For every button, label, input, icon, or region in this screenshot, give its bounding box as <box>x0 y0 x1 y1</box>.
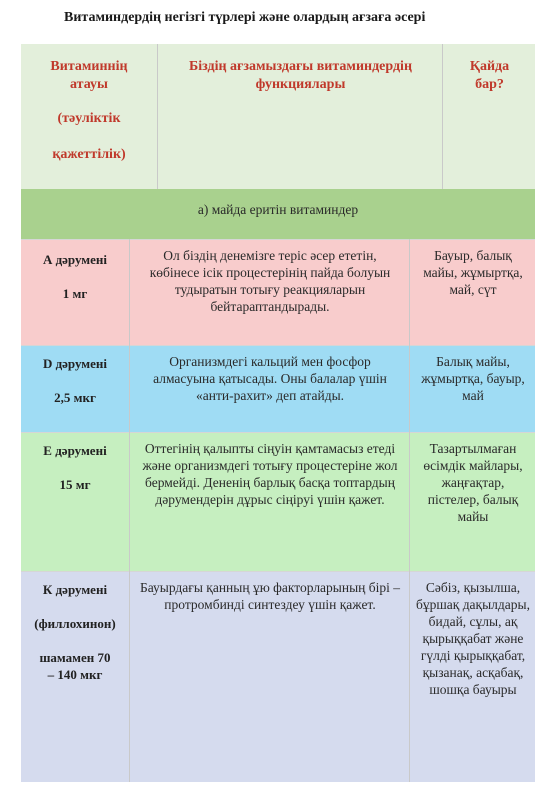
vitamin-name-cell <box>21 571 129 782</box>
table-header-row <box>21 44 535 189</box>
vitamin-source: Балық майы, жұмыртқа, бауыр, май <box>421 354 525 403</box>
vitamin-source: Бауыр, балық майы, жұмыртқа, май, сүт <box>423 248 523 297</box>
vitamin-function: Оттегінің қалыпты сіңуін қамтамасыз етеді және организмдегі тотығу процестеріне жол бермейді. Дененің барлық басқа топтардың дәрумендерін дұрыс сіңіруі үшін қажет. <box>142 441 398 507</box>
vitamin-function-cell <box>129 239 409 345</box>
section-row <box>21 189 535 239</box>
vitamin-function: Бауырдағы қанның ұю факторларының бірі – протромбинді синтездеу үшін қажет. <box>139 580 401 612</box>
header-cell-function <box>157 44 442 189</box>
vitamin-name: К дәрумені <box>42 582 108 597</box>
table-row-vitamin-k <box>21 571 535 782</box>
header-name-line4: қажеттілік) <box>52 147 126 162</box>
header-cell-source <box>442 44 535 189</box>
vitamin-name-cell <box>21 345 129 432</box>
header-function-line2: функциялары <box>255 77 346 92</box>
vitamin-source: Сәбіз, қызылша, бұршақ дақылдары, бидай, сұлы, ақ қырыққабат және гүлді қырыққабат, қызанақ, асқабақ, шошқа бауыры <box>416 580 530 697</box>
table-row-vitamin-e <box>21 432 535 571</box>
header-name-line3: (тәуліктік <box>57 111 121 126</box>
vitamin-function-cell <box>129 571 409 782</box>
vitamin-dose: 15 мг <box>59 477 91 492</box>
vitamin-dose: 1 мг <box>62 286 88 301</box>
vitamin-source-cell <box>409 571 535 782</box>
header-source-line1: Қайда <box>469 59 510 74</box>
header-function-line1: Біздің ағзамыздағы витаминдердің <box>188 59 413 74</box>
vitamin-name: Е дәрумені <box>43 443 107 458</box>
vitamin-source-cell <box>409 239 535 345</box>
vitamin-function: Организмдегі кальций мен фосфор алмасуына қатысады. Оны балалар үшін «анти-рахит» деп атайды. <box>153 354 387 403</box>
vitamin-source-cell <box>409 432 535 571</box>
header-name-line2: атауы <box>70 77 108 92</box>
section-label: а) майда еритін витаминдер <box>197 202 359 217</box>
header-cell-name <box>21 44 157 189</box>
header-source-line2: бар? <box>475 77 504 92</box>
vitamin-dose: 2,5 мкг <box>54 390 96 405</box>
vitamin-source: Тазартылмаған өсімдік майлары, жаңғақтар, пістелер, балық майы <box>423 441 523 524</box>
vitamin-dose-range: шамамен 70 – 140 мкг <box>39 650 111 682</box>
vitamin-source-cell <box>409 345 535 432</box>
vitamin-name-cell <box>21 239 129 345</box>
vitamin-function: Ол біздің денемізге теріс әсер ететін, көбінесе ісік процестерінің пайда болуын тудыратын тотығу реакцияларын бейтараптандырады. <box>149 248 391 314</box>
vitamin-name: А дәрумені <box>42 252 108 267</box>
table-row-vitamin-a <box>21 239 535 345</box>
document-title: Витаминдердің негізгі түрлері және олардың ағзаға әсері <box>64 10 426 25</box>
vitamin-function-cell <box>129 345 409 432</box>
vitamin-name: D дәрумені <box>42 356 108 371</box>
header-name-line1: Витаминнің <box>50 59 128 74</box>
vitamin-function-cell <box>129 432 409 571</box>
table-row-vitamin-d <box>21 345 535 432</box>
vitamin-dose: (филлохинон) <box>34 616 116 631</box>
vitamin-name-cell <box>21 432 129 571</box>
